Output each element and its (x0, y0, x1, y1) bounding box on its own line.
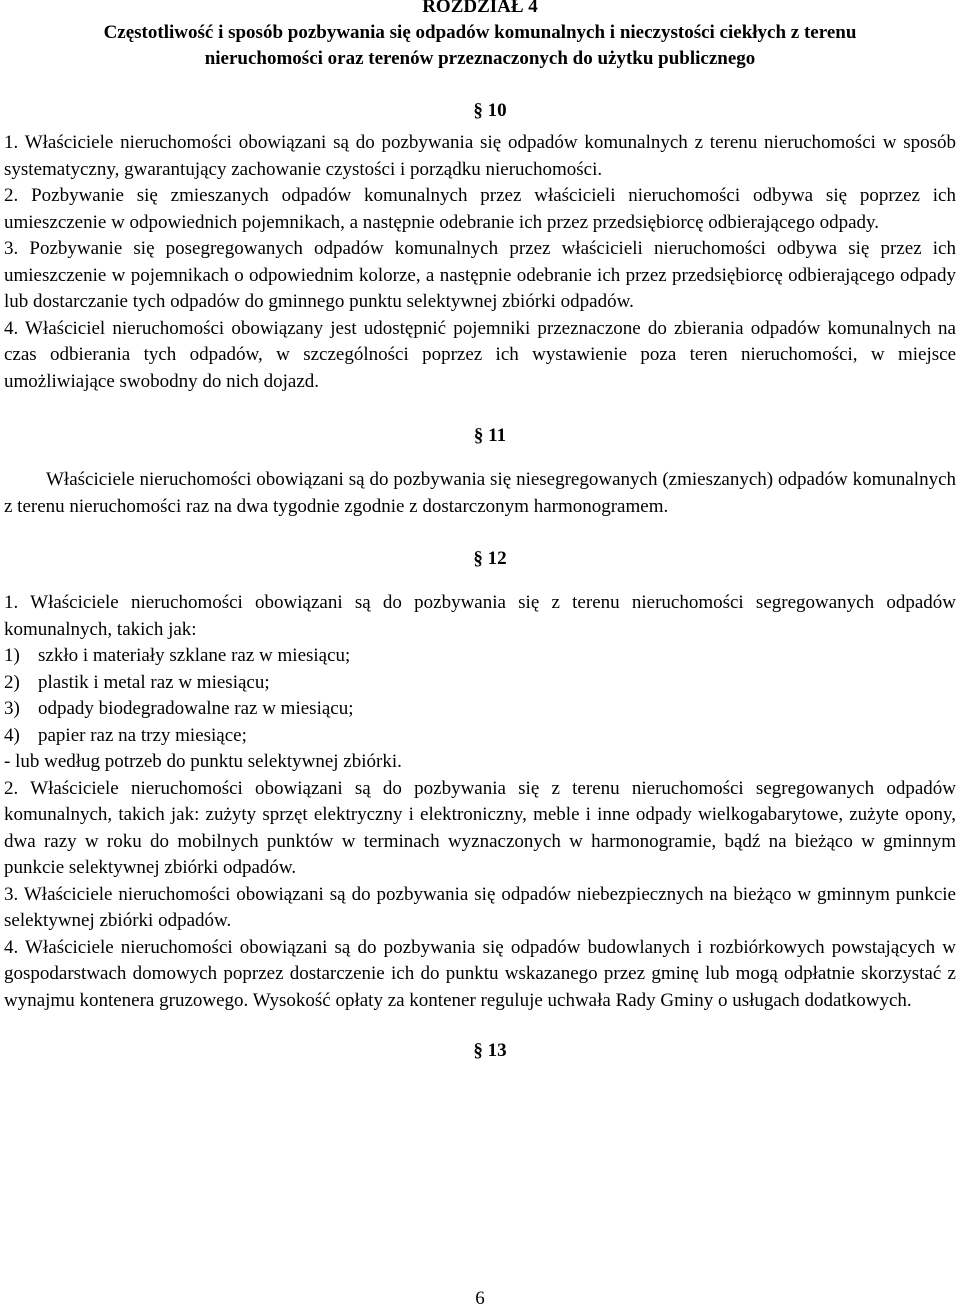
list-item (4, 670, 956, 697)
section-10-paragraph-4: 4. Właściciel nieruchomości obowiązany jest udostępnić pojemniki przeznaczone do zbierania odpadów komunalnych na czas odbierania tych odpadów, w szczególności poprzez ich wystawienie poza teren nieruchomości, w miejsce umożliwiające swobodny do nich dojazd. (4, 317, 956, 392)
section-12-paragraph-2: 2. Właściciele nieruchomości obowiązani są do pozbywania się z terenu nieruchomości segregowanych odpadów komunalnych, takich jak: zużyty sprzęt elektryczny i elektroniczny, meble i inne odpady wielkogabarytowe, zużyte opony, dwa razy w roku do mobilnych punktów w terminach wyznaczonych w harmonogramie, bądź na bieżąco w gminnym punkcie selektywnej zbiórki odpadów. (4, 777, 956, 878)
list-item-text: odpady biodegradowalne raz w miesiącu; (38, 698, 354, 719)
document-page (4, 0, 956, 1062)
chapter-title: ROZDZIAŁ 4 (422, 0, 538, 17)
list-item-text: szkło i materiały szklane raz w miesiącu; (38, 645, 351, 666)
section-10-paragraph-3: 3. Pozbywanie się posegregowanych odpadów komunalnych przez właścicieli nieruchomości odbywa się przez ich umieszczenie w pojemnikach o odpowiednim kolorze, a następnie odebranie ich przez przedsiębiorcę odbierającego odpady lub dostarczanie tych odpadów do gminnego punktu selektywnej zbiórki odpadów. (4, 238, 956, 312)
list-item (4, 696, 956, 723)
chapter-subtitle-line-1: Częstotliwość i sposób pozbywania się odpadów komunalnych i nieczystości ciekłych z terenu (103, 22, 857, 43)
section-12-paragraph-3: 3. Właściciele nieruchomości obowiązani są do pozbywania się odpadów niebezpiecznych na bieżąco w gminnym punkcie selektywnej zbiórki odpadów. (4, 883, 956, 931)
section-12-paragraph-4: 4. Właściciele nieruchomości obowiązani są do pozbywania się odpadów budowlanych i rozbiórkowych powstających w gospodarstwach domowych poprzez dostarczenie ich do punktu wskazanego przez gminę lub mogą odpłatnie skorzystać z wynajmu kontenera gruzowego. Wysokość opłaty za kontener reguluje uchwała Rady Gminy o usługach dodatkowych. (4, 936, 956, 1011)
section-10-paragraph-1: 1. Właściciele nieruchomości obowiązani są do pozbywania się odpadów komunalnych z terenu nieruchomości w sposób systematyczny, gwarantujący zachowanie czystości i porządku nieruchomości. (4, 132, 956, 180)
list-item-number: 2) (4, 671, 20, 693)
list-item (4, 643, 956, 670)
section-11-paragraph: Właściciele nieruchomości obowiązani są do pozbywania się niesegregowanych (zmieszanych) odpadów komunalnych z terenu nieruchomości raz na dwa tygodnie zgodnie z dostarczonym harmonogramem. (4, 469, 956, 517)
page-number: 6 (475, 1288, 485, 1309)
list-item-number: 4) (4, 724, 20, 746)
section-13-heading: § 13 (473, 1040, 507, 1061)
section-10-paragraph-2: 2. Pozbywanie się zmieszanych odpadów komunalnych przez właścicieli nieruchomości odbywa się poprzez ich umieszczenie w odpowiednich pojemnikach, a następnie odebranie ich przez przedsiębiorcę odbierającego odpady. (4, 185, 956, 233)
section-10-heading: § 10 (473, 100, 507, 121)
chapter-header (4, 0, 956, 72)
section-12-list (4, 643, 956, 776)
list-item (4, 723, 956, 750)
chapter-subtitle-line-2: nieruchomości oraz terenów przeznaczonych do użytku publicznego (204, 48, 756, 69)
section-12-paragraph-1: 1. Właściciele nieruchomości obowiązani są do pozbywania się z terenu nieruchomości segregowanych odpadów komunalnych, takich jak: (4, 592, 956, 640)
section-12-heading: § 12 (473, 548, 507, 569)
list-item-dash: - lub według potrzeb do punktu selektywnej zbiórki. (4, 751, 402, 772)
list-item-text: plastik i metal raz w miesiącu; (38, 671, 270, 693)
section-11-heading: § 11 (473, 425, 507, 446)
list-item-text: papier raz na trzy miesiące; (38, 724, 247, 746)
list-item-number: 3) (4, 698, 20, 719)
list-item-number: 1) (4, 645, 20, 666)
